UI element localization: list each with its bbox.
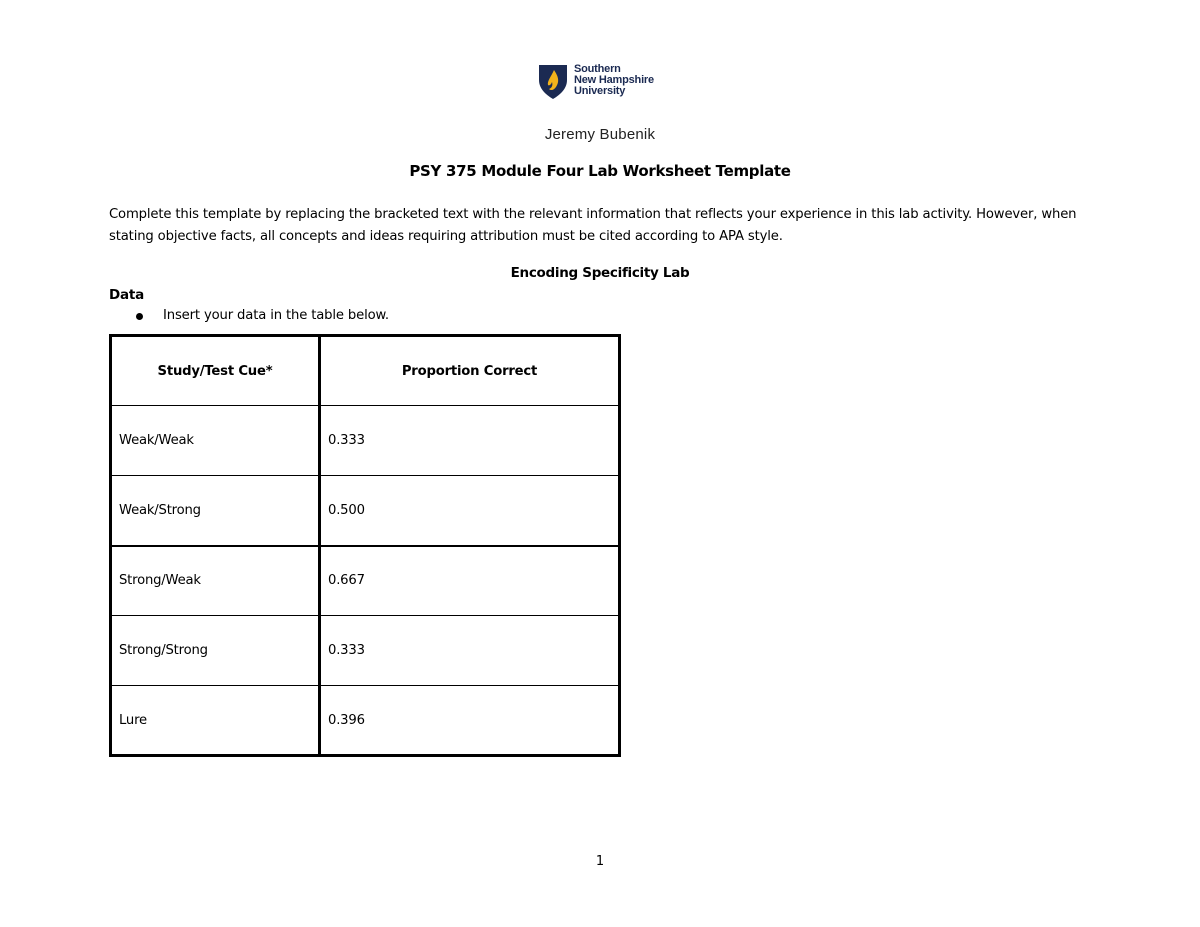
table-cell-cue: Weak/Weak — [111, 406, 320, 476]
table-row — [111, 406, 620, 476]
instructions-paragraph: Complete this template by replacing the bracketed text with the relevant information that reflects your experience in this lab activity. However, when stating objective facts, all concepts and ideas requiring attribution must be cited according to APA style. — [109, 207, 1077, 244]
bullet-text: Insert your data in the table below. — [163, 308, 389, 323]
data-table — [109, 334, 621, 757]
section-title: Encoding Specificity Lab — [510, 265, 690, 281]
table-cell-proportion: 0.333 — [320, 406, 620, 476]
bullet-item — [136, 308, 389, 323]
page-number: 1 — [595, 854, 605, 869]
table-cell-proportion: 0.333 — [320, 616, 620, 686]
logo-line-2: New Hampshire — [574, 74, 654, 86]
bullet-dot-icon — [136, 313, 143, 320]
author-name: Jeremy Bubenik — [544, 126, 656, 143]
logo-line-3: University — [574, 85, 626, 97]
university-logo — [538, 64, 654, 100]
logo-line-1: Southern — [574, 63, 621, 75]
table-cell-cue: Weak/Strong — [111, 476, 320, 546]
table-header-row — [111, 336, 620, 406]
table-cell-proportion: 0.500 — [320, 476, 620, 546]
data-heading: Data — [109, 287, 145, 303]
table-row — [111, 686, 620, 756]
table-cell-proportion: 0.667 — [320, 546, 620, 616]
table-cell-cue: Strong/Strong — [111, 616, 320, 686]
table-row — [111, 616, 620, 686]
table-cell-cue: Lure — [111, 686, 320, 756]
table-header-proportion: Proportion Correct — [320, 336, 620, 406]
table-cell-cue: Strong/Weak — [111, 546, 320, 616]
logo-wordmark — [574, 64, 654, 97]
document-title: PSY 375 Module Four Lab Worksheet Template — [409, 162, 791, 180]
table-row — [111, 476, 620, 546]
table-cell-proportion: 0.396 — [320, 686, 620, 756]
table-row — [111, 546, 620, 616]
shield-flame-icon — [538, 64, 568, 100]
table-header-cue: Study/Test Cue* — [111, 336, 320, 406]
